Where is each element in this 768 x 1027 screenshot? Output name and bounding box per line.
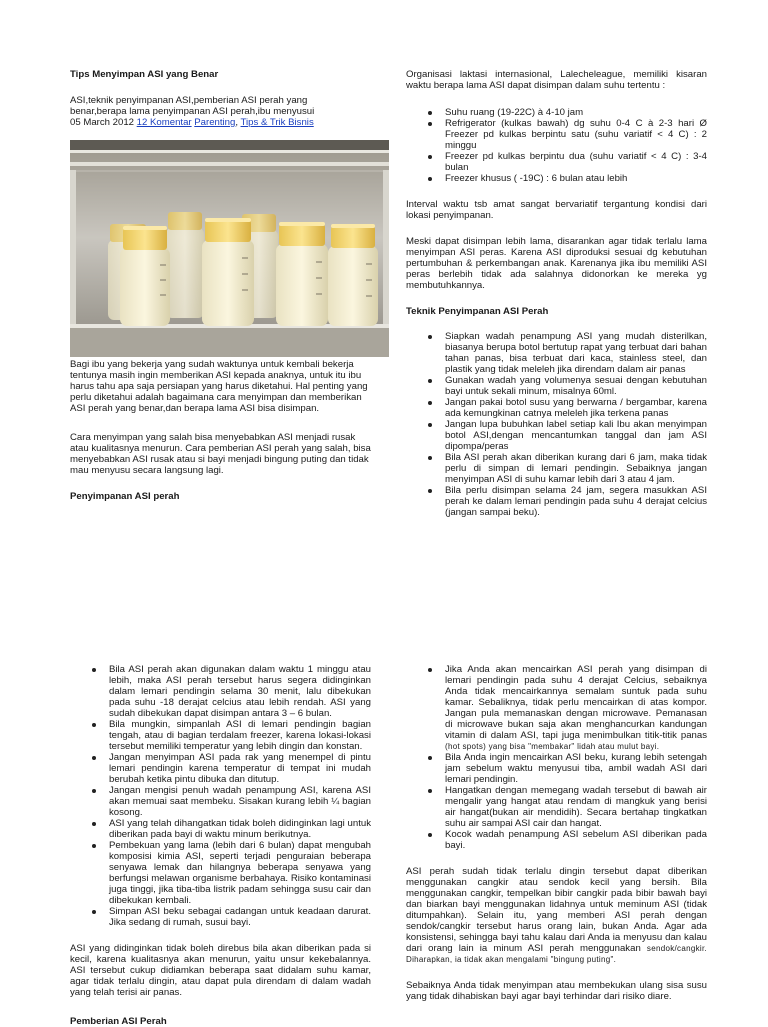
list-item: ASI yang telah dihangatkan tidak boleh didinginkan lagi untuk diberikan pada bayi di waktu minum berikutnya. bbox=[88, 818, 371, 840]
bottom-right-column bbox=[406, 664, 707, 1002]
meta-line bbox=[70, 117, 389, 128]
list-item: Siapkan wadah penampung ASI yang mudah disterilkan, biasanya berupa botol bertutup rapat yang terbuat dari bahan tahan panas, bisa terbuat dari kaca, stainless steel, dan plastik yang tidak meleleh jika direndam dalam air panas bbox=[424, 331, 707, 375]
list-item: Pembekuan yang lama (lebih dari 6 bulan) dapat mengubah komposisi kimia ASI, seperti terjadi penguraian beberapa senyawa lemak dan hilangnya beberapa senyawa yang berfungsi melawan organisme berbahaya. Risiko kontaminasi juga tinggi, jika tiba-tiba listrik padam sehingga susu cair dan dibekukan kembali. bbox=[88, 840, 371, 906]
category-link-tips[interactable]: Tips & Trik Bisnis bbox=[240, 117, 314, 128]
category-link-parenting[interactable]: Parenting bbox=[194, 117, 236, 128]
list-item: Bila mungkin, simpanlah ASI di lemari pendingin bagian tengah, atau di bagian terdalam freezer, karena lokasi-lokasi tersebut memiliki temperatur yang lebih dingin dan konstan. bbox=[88, 719, 371, 752]
heading-pemberian: Pemberian ASI Perah bbox=[70, 1016, 167, 1027]
comments-link[interactable]: 12 Komentar bbox=[136, 117, 192, 128]
list-item bbox=[424, 664, 707, 752]
list-item: Bila ASI perah akan diberikan kurang dari 6 jam, maka tidak perlu di simpan di lemari pendingin. Sebaiknya jangan menyimpan ASI di suhu kamar lebih dari 3 atau 4 jam. bbox=[424, 452, 707, 485]
thawing-list bbox=[406, 664, 707, 851]
article-title: Tips Menyimpan ASI yang Benar bbox=[70, 69, 219, 80]
list-item: Simpan ASI beku sebagai cadangan untuk keadaan darurat. Jika sedang di rumah, susui bayi. bbox=[88, 906, 371, 928]
tags-line-1: ASI,teknik penyimpanan ASI,pemberian ASI perah yang bbox=[70, 95, 308, 106]
no-boil-paragraph: ASI yang didinginkan tidak boleh direbus bila akan diberikan pada si kecil, karena kualitasnya akan menurun, yaitu unsur kekebalannya. ASI tersebut cukup didiamkan beberapa saat didalam suhu kamar, agar tidak terlalu dingin, atau dapat pula direndam di dalam wadah yang telah terisi air panas. bbox=[70, 943, 371, 998]
breast-milk-bottles-photo bbox=[70, 140, 389, 357]
list-item: Jangan lupa bubuhkan label setiap kali Ibu akan menyimpan botol ASI,dengan mencantumkan tanggal dan jam ASI dipompa/peras bbox=[424, 419, 707, 452]
list-item: Jangan menyimpan ASI pada rak yang menempel di pintu lemari pendingin karena temperatur di tempat ini mudah berubah ketika pintu dibuka dan ditutup. bbox=[88, 752, 371, 785]
list-item: Freezer pd kulkas berpintu dua (suhu variatif < 4 C) : 3-4 bulan bbox=[424, 151, 707, 173]
bingung-puting-note: sendok/cangkir. Diharapkan, ia tidak akan mengalami "bingung puting". bbox=[406, 944, 707, 964]
tags-line-2: benar,berapa lama penyimpanan ASI perah,ibu menyusui bbox=[70, 106, 315, 117]
storage-duration-list bbox=[406, 107, 707, 184]
post-date: 05 March 2012 bbox=[70, 117, 134, 128]
intro-paragraph: Bagi ibu yang bekerja yang sudah waktunya untuk kembali bekerja tentunya masih ingin memberikan ASI kepada anaknya, untuk itu ibu harus tahu apa saja persiapan yang harus diketahui. Hal penting yang perlu diketahui adalah bagaimana cara menyimpan dan memberikan ASI perah yang benar,dan berapa lama ASI bisa disimpan. bbox=[70, 359, 368, 414]
feeding-paragraph bbox=[406, 866, 707, 965]
meski-paragraph: Meski dapat disimpan lebih lama, disarankan agar tidak terlalu lama menyimpan ASI peras. Karena ASI diproduksi sesuai dg kebutuhan pertumbuhan & perkembangan anak. Karenanya jika ibu memiliki ASI peras berlebih tidak ada salahnya didonorkan ke mereka yg membutuhkannya. bbox=[406, 236, 707, 291]
list-item: Hangatkan dengan memegang wadah tersebut di bawah air mengalir yang hangat atau rendam di mangkuk yang berisi air hangat(bukan air mendidih). Secara bertahap tingkatkan suhu air sampai ASI cair dan hangat. bbox=[424, 785, 707, 829]
bottles-illustration bbox=[70, 140, 389, 357]
list-item: Refrigerator (kulkas bawah) dg suhu 0-4 C à 2-3 hari Ø Freezer pd kulkas berpintu satu (suhu variatif < 4 C) : 2 minggu bbox=[424, 118, 707, 151]
wrong-storage-paragraph: Cara menyimpan yang salah bisa menyebabkan ASI menjadi rusak atau kualitasnya menurun. Cara pemberian ASI perah yang salah, bisa menyebabkan ASI rusak atau si bayi menjadi bingung puting dan tidak mau menyusu secara langsung lagi. bbox=[70, 432, 371, 476]
list-item: Freezer khusus ( -19C) : 6 bulan atau lebih bbox=[424, 173, 707, 184]
bottom-left-column bbox=[70, 664, 371, 1027]
list-item: Bila perlu disimpan selama 24 jam, segera masukkan ASI perah ke dalam lemari pendingin pada suhu 4 derajat celcius (jangan sampai beku). bbox=[424, 485, 707, 518]
interval-paragraph: Interval waktu tsb amat sangat bervariatif tergantung kondisi dari lokasi penyimpanan. bbox=[406, 199, 707, 221]
list-item: Bila ASI perah akan digunakan dalam waktu 1 minggu atau lebih, maka ASI perah tersebut harus segera didinginkan dalam lemari pendingin selama 30 menit, lalu dibekukan pada suhu -18 derajat celcius atau lebih rendah. ASI yang sudah dibekukan dapat disimpan antara 3 – 6 bulan. bbox=[88, 664, 371, 719]
teknik-list bbox=[406, 331, 707, 518]
hot-spots-note: (hot spots) yang bisa "membakar" lidah atau mulut bayi. bbox=[445, 742, 660, 751]
heading-teknik: Teknik Penyimpanan ASI Perah bbox=[406, 306, 549, 317]
list-item: Gunakan wadah yang volumenya sesuai dengan kebutuhan bayi untuk sekali minum, misalnya 60ml. bbox=[424, 375, 707, 397]
thaw-text: Jika Anda akan mencairkan ASI perah yang disimpan di lemari pendingin pada suhu 4 derajat Celcius, sebaiknya Anda tidak mencairkannya semalam suntuk pada suhu kamar. Sebaliknya, tidak perlu mencairkan di atas kompor. Jangan pula memanaskan dengan microwave. Pemanasan di microwave bukan saja akan menghancurkan kandungan vitamin di dalam ASI, tapi juga menimbulkan titik-titik panas bbox=[445, 664, 707, 741]
list-item: Suhu ruang (19-22C) à 4-10 jam bbox=[424, 107, 707, 118]
left-body-column bbox=[70, 359, 372, 502]
lalecheleague-paragraph: Organisasi laktasi internasional, Lalecheleague, memiliki kisaran waktu berapa lama ASI dapat disimpan dalam suhu tertentu : bbox=[406, 69, 707, 91]
storage-tips-list bbox=[70, 664, 371, 928]
list-item: Kocok wadah penampung ASI sebelum ASI diberikan pada bayi. bbox=[424, 829, 707, 851]
right-top-column bbox=[406, 69, 707, 518]
list-item: Jangan mengisi penuh wadah penampung ASI, karena ASI akan memuai saat membeku. Sisakan kurang lebih ¼ bagian kosong. bbox=[88, 785, 371, 818]
left-top-column bbox=[70, 69, 389, 128]
feeding-text: ASI perah sudah tidak terlalu dingin tersebut dapat diberikan menggunakan cangkir atau sendok kecil yang bersih. Bila menggunakan cangkir, tempelkan bibir cangkir pada bibir bawah bayi dan biarkan bayi menggunakan lidahnya untuk meminum ASI (tidak ditumpahkan). Selain itu, yang memberi ASI perah dengan sendok/cangkir tersebut harus orang lain, bukan Anda. Agar ada konsistensi, sehingga bayi tahu kalau dari Anda ia menyusu dan kalau dari orang lain ia minum ASI perah menggunakan bbox=[406, 866, 707, 954]
list-item: Jangan pakai botol susu yang berwarna / bergambar, karena ada kemungkinan catnya meleleh jika terkena panas bbox=[424, 397, 707, 419]
category-separator: , bbox=[235, 117, 239, 128]
list-item: Bila Anda ingin mencairkan ASI beku, kurang lebih setengah jam sebelum waktu menyusui tiba, ambil wadah ASI dari lemari pendingin. bbox=[424, 752, 707, 785]
heading-penyimpanan: Penyimpanan ASI perah bbox=[70, 491, 180, 502]
leftover-paragraph: Sebaiknya Anda tidak menyimpan atau membekukan ulang sisa susu yang tidak dihabiskan bayi agar bayi terhindar dari risiko diare. bbox=[406, 980, 707, 1002]
